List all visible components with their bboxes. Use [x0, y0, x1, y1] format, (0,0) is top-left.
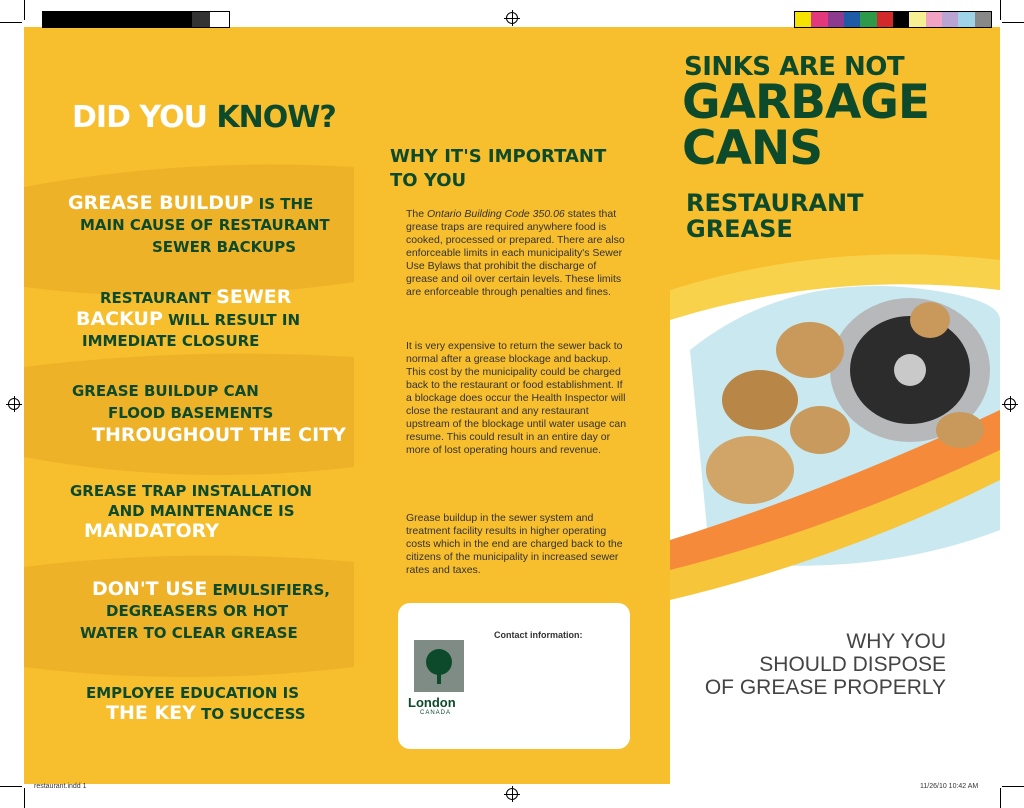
fact-2-line2: WILL RESULT IN: [162, 311, 301, 329]
fact-5-line2: DEGREASERS OR HOT: [106, 602, 289, 620]
title-line3: CANS: [682, 121, 823, 176]
date-slug: 11/26/10 10:42 AM: [920, 783, 979, 790]
subtitle-line1: RESTAURANT: [686, 189, 864, 217]
title-line2: GARBAGE: [682, 75, 930, 130]
did-you-know-heading: [72, 100, 336, 135]
color-bar-left: [42, 11, 230, 28]
sinks-title: SINKS ARE NOT: [684, 52, 905, 82]
paragraph-3: Grease buildup in the sewer system and treatment facility results in higher operating costs which in the end are charged back to the citizens of the municipality in increased sewer rates and taxes.: [406, 512, 623, 576]
subtitle-line2: GREASE: [686, 215, 793, 243]
fact-1-line1: IS THE: [253, 195, 314, 213]
crop-mark: [0, 786, 22, 787]
logo-subtitle: CANADA: [420, 710, 452, 716]
paragraph-2: It is very expensive to return the sewer back to normal after a grease blockage and backup. This cost by the municipality could be charged back to the restaurant or food establishment. If a blockage does occur the Health Inspector will close the restaurant and any restaurant upstream of the blockage until water usage can resume. This could result in an entire day or more of lost operating hours and revenue.: [406, 340, 627, 456]
fact-3-highlight: [92, 424, 346, 447]
registration-mark-icon: [506, 788, 518, 800]
crop-mark: [24, 788, 25, 808]
fact-5-line3: WATER TO CLEAR GREASE: [80, 624, 298, 642]
fact-2-line3: IMMEDIATE CLOSURE: [82, 332, 260, 350]
fact-5-highlight: DON'T USE: [92, 578, 208, 600]
why-you-tagline: [690, 630, 946, 699]
crop-mark: [0, 22, 22, 23]
tagline-line2: SHOULD DISPOSE: [759, 653, 946, 676]
fact-1-highlight: GREASE BUILDUP: [68, 192, 254, 214]
color-bar-right: [794, 11, 992, 28]
crop-mark: [24, 0, 25, 20]
paragraph-1: [406, 208, 628, 299]
para1-code-name: Ontario Building Code 350.06: [427, 208, 565, 220]
heading-part2: KNOW?: [216, 100, 336, 135]
fact-4-hl-text: MANDATORY: [84, 520, 219, 542]
fact-3-line2: FLOOD BASEMENTS: [108, 404, 274, 422]
contact-label: Contact information:: [494, 630, 583, 640]
heading-part1: DID YOU: [72, 100, 207, 135]
fact-6-row2: [106, 702, 306, 725]
fact-5-line1: EMULSIFIERS,: [207, 581, 330, 599]
fact-2-row2: [76, 308, 300, 331]
fact-4-line1: GREASE TRAP INSTALLATION: [70, 482, 312, 500]
fact-1-line2: MAIN CAUSE OF RESTAURANT: [80, 216, 330, 234]
why-important-heading: [390, 145, 606, 193]
fact-4-line2: AND MAINTENANCE IS: [108, 502, 295, 520]
fact-6-line2: TO SUCCESS: [195, 705, 306, 723]
registration-mark-icon: [1004, 398, 1016, 410]
logo-name: London: [408, 695, 456, 710]
fact-5: [92, 578, 330, 601]
garbage-cans-title: [682, 75, 930, 176]
fact-2-pre: RESTAURANT: [100, 289, 217, 307]
registration-mark-icon: [506, 12, 518, 24]
why-heading-line2: TO YOU: [390, 170, 467, 191]
fact-3-line1: GREASE BUILDUP CAN: [72, 382, 259, 400]
fact-6-line1: EMPLOYEE EDUCATION IS: [86, 684, 300, 702]
tagline-line1: WHY YOU: [846, 630, 946, 653]
crop-mark: [1002, 786, 1024, 787]
fact-2-highlight1: SEWER: [216, 286, 292, 308]
fact-4-highlight: [84, 520, 219, 543]
para1-rest: states that grease traps are required anywhere food is cooked, processed or prepared. There are also enforceable limits in each municipality's Sewer Use Bylaws that prohibit the discharge of grease and oil over certain levels. These limits are enforceable through penalties and fines.: [406, 208, 625, 298]
file-slug: restaurant.indd 1: [34, 783, 87, 790]
fact-1-line3: SEWER BACKUPS: [152, 238, 297, 256]
crop-mark: [1000, 0, 1001, 20]
registration-mark-icon: [8, 398, 20, 410]
fact-2: [100, 286, 291, 309]
fact-3-hl-text: THROUGHOUT THE CITY: [92, 424, 346, 446]
fact-6-highlight: THE KEY: [106, 702, 196, 724]
drain-illustration: [670, 230, 1000, 610]
para1-pre: The: [406, 208, 428, 220]
restaurant-grease-subtitle: [686, 190, 864, 242]
london-logo-icon: [414, 640, 464, 692]
crop-mark: [1000, 788, 1001, 808]
why-heading-line1: WHY IT'S IMPORTANT: [390, 146, 607, 167]
fact-1: [68, 192, 313, 215]
tagline-line3: OF GREASE PROPERLY: [704, 676, 946, 699]
crop-mark: [1002, 22, 1024, 23]
fact-2-highlight2: BACKUP: [76, 308, 163, 330]
